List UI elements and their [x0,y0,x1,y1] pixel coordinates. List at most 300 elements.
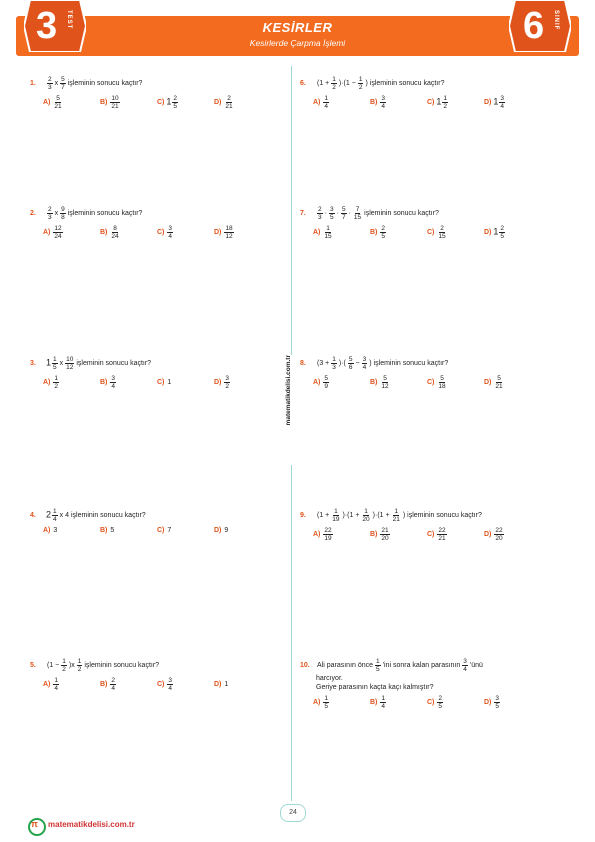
fraction [110,677,116,692]
expr-text: (1 + [317,512,330,519]
denominator: 2 [358,84,363,91]
numerator: 1 [443,95,448,102]
question-line: harcıyor. [316,675,343,682]
side-watermark [283,355,299,465]
answer-option[interactable] [157,375,214,390]
options-row [43,95,271,110]
question-expression [46,76,143,91]
numerator: 5 [341,206,346,213]
denominator: 7 [341,214,346,221]
answer-option[interactable] [370,225,427,240]
side-site-text: matematikdelisi.com.tr [285,355,292,426]
fraction [437,527,446,542]
denominator: 5 [381,233,386,240]
denominator: 5 [495,703,500,710]
numerator: 7 [355,206,360,213]
answer-option[interactable] [214,95,271,110]
fraction [172,95,178,110]
option-label: B) [100,229,108,236]
fraction [462,658,468,673]
denominator: 4 [324,103,329,110]
numerator: 5 [497,375,501,382]
denominator: 20 [495,535,503,542]
option-label: A) [313,699,321,706]
numerator: 2 [48,76,52,83]
logo-text: matematikdelisi.com.tr [48,820,135,829]
footer-logo [28,818,138,834]
whole-part: 1 [493,96,499,107]
answer-option[interactable] [157,95,214,110]
option-label: B) [370,229,378,236]
numerator: 22 [324,527,332,534]
denominator: 20 [381,535,389,542]
option-label: D) [214,99,222,106]
answer-option[interactable] [370,695,427,710]
numerator: 3 [362,356,367,363]
option-label: C) [157,527,165,534]
question-row [300,76,541,91]
question-expression [316,206,440,221]
option-label: A) [43,99,51,106]
numerator: 1 [364,508,368,515]
question-row [300,206,541,221]
fraction [437,695,443,710]
expr-text: )·(1 + [372,512,390,519]
denominator: 12 [225,233,233,240]
denominator: 3 [48,214,52,221]
denominator: 3 [332,364,336,371]
answer-option[interactable] [427,95,484,110]
denominator: 12 [66,364,74,371]
question-expression [46,508,147,523]
denominator: 21 [438,535,446,542]
fraction [348,356,354,371]
fraction [341,206,347,221]
numerator: 2 [173,95,178,102]
expr-text: Ali parasının önce [317,662,374,669]
option-label: A) [313,379,321,386]
expr-text: 1 [167,379,172,386]
numerator: 3 [500,95,505,102]
answer-option[interactable] [484,95,541,110]
numerator: 5 [61,76,65,83]
expr-text: (3 + [317,360,330,367]
fraction [323,95,329,110]
numerator: 3 [463,658,467,665]
expr-text: ) [369,360,372,367]
option-label: C) [427,531,435,538]
question-number: 7. [300,210,306,217]
option-label: B) [100,99,108,106]
numerator: 22 [438,527,446,534]
fraction [167,677,173,692]
numerator: 10 [111,95,119,102]
denominator: 21 [111,103,119,110]
fraction [361,508,370,523]
mixed-number [46,356,59,371]
denominator: 4 [463,666,467,673]
answer-option[interactable] [427,375,484,390]
question-text: işleminin sonucu kaçtır? [407,512,482,519]
question-text: işleminin sonucu kaçtır? [67,80,143,87]
question-text: işleminin sonucu kaçtır? [84,662,160,669]
numerator: 1 [326,225,330,232]
fraction [224,375,230,390]
options-row [43,375,271,390]
denominator: 18 [438,383,446,390]
denominator: 4 [381,703,386,710]
question-text: işleminin sonucu kaçtır? [364,210,439,217]
fraction [167,225,173,240]
answer-option[interactable] [43,677,100,692]
question-row [300,508,541,523]
fraction [494,695,500,710]
whole-part: 2 [46,509,52,520]
numerator: 1 [332,356,336,363]
question-number: 8. [300,360,306,367]
answer-option[interactable] [484,225,541,240]
option-label: C) [157,379,165,386]
question-expression [316,356,449,371]
fraction [358,76,364,91]
question-7 [300,206,541,240]
answer-option[interactable] [214,375,271,390]
options-row [313,225,541,240]
denominator: 5 [500,233,505,240]
numerator: 1 [376,658,380,665]
denominator: 4 [381,103,386,110]
expr-text: 3 [53,527,58,534]
numerator: 1 [54,677,59,684]
whole-part: 1 [436,96,442,107]
denominator: 20 [362,516,370,523]
question-5 [30,658,271,692]
fraction [110,225,119,240]
denominator: 4 [111,685,116,692]
question-text: işleminin sonucu kaçtır? [369,80,445,87]
fraction [323,527,332,542]
options-row [313,375,541,390]
option-label: C) [427,699,435,706]
answer-option[interactable] [313,225,370,240]
numerator: 2 [318,206,322,213]
denominator: 7 [61,84,65,91]
answer-option[interactable] [100,375,157,390]
option-label: B) [370,99,378,106]
fraction [331,356,337,371]
denominator: 8 [61,214,65,221]
options-row [313,695,541,710]
numerator: 1 [54,375,59,382]
fraction [61,658,67,673]
expr-text: x [54,80,59,87]
expr-text: x 4 [59,512,69,519]
question-number: 9. [300,512,306,519]
denominator: 3 [48,84,52,91]
answer-option[interactable] [484,375,541,390]
option-label: B) [370,699,378,706]
answer-option[interactable] [313,695,370,710]
option-label: D) [484,699,492,706]
pi-icon: π [31,819,38,829]
fraction [323,375,329,390]
fraction [110,95,119,110]
answer-option[interactable] [313,375,370,390]
fraction [224,225,233,240]
answer-option[interactable] [313,527,370,542]
numerator: 1 [334,508,338,515]
options-row [43,225,271,240]
denominator: 4 [168,233,173,240]
fraction [375,658,381,673]
numerator: 2 [381,225,386,232]
option-label: B) [370,531,378,538]
fraction [499,95,505,110]
option-label: C) [157,229,165,236]
fraction [380,527,389,542]
numerator: 12 [54,225,62,232]
question-number: 6. [300,80,306,87]
whole-part: 1 [493,226,499,237]
numerator: 1 [53,356,57,363]
denominator: 2 [54,383,59,390]
denominator: 2 [443,103,448,110]
expr-text: · [324,210,327,217]
fraction [60,206,66,221]
answer-option[interactable] [43,375,100,390]
answer-option[interactable] [214,225,271,240]
grade-label: SINIF [553,10,559,31]
answer-option[interactable] [157,527,214,534]
question-3 [30,356,271,390]
denominator: 3 [318,214,322,221]
answer-option[interactable] [43,225,100,240]
option-label: A) [313,229,321,236]
numerator: 1 [324,695,329,702]
test-label: TEST [66,10,72,30]
numerator: 3 [495,695,500,702]
options-row [43,677,271,692]
expr-text: )x [68,662,75,669]
numerator: 2 [227,95,231,102]
numerator: 3 [111,375,116,382]
fraction [47,76,53,91]
numerator: 5 [324,375,329,382]
question-text: işleminin sonucu kaçtır? [67,210,143,217]
expr-text: · [336,210,339,217]
answer-option[interactable] [43,95,100,110]
expr-text: )·(1 + [342,512,360,519]
numerator: 18 [225,225,233,232]
numerator: 1 [332,76,336,83]
denominator: 4 [111,383,116,390]
question-number: 10. [300,662,310,669]
answer-option[interactable] [370,95,427,110]
answer-option[interactable] [100,677,157,692]
fraction [442,95,448,110]
grade-number: 6 [523,5,545,47]
option-label: D) [214,229,222,236]
fraction [224,95,233,110]
question-row [30,658,271,673]
denominator: 5 [329,214,334,221]
option-label: C) [157,99,165,106]
question-expression [46,356,152,371]
numerator: 1 [77,658,82,665]
denominator: 21 [54,103,62,110]
option-label: A) [43,527,51,534]
fraction [323,225,332,240]
denominator: 4 [53,516,57,523]
question-number: 2. [30,210,36,217]
numerator: 3 [329,206,334,213]
denominator: 15 [438,233,446,240]
fraction [110,375,116,390]
fraction [392,508,401,523]
numerator: 5 [383,375,387,382]
denominator: 5 [173,103,178,110]
answer-option[interactable] [427,225,484,240]
option-label: A) [43,229,51,236]
denominator: 15 [324,233,332,240]
numerator: 1 [394,508,398,515]
options-row [43,527,271,534]
answer-option[interactable] [214,527,271,534]
option-label: A) [313,531,321,538]
option-label: D) [484,531,492,538]
numerator: 3 [168,677,173,684]
question-line: Geriye parasının kaçta kaçı kalmıştır? [316,684,434,691]
expr-text: 7 [167,527,172,534]
option-label: C) [427,99,435,106]
answer-option[interactable] [100,95,157,110]
fraction [499,225,505,240]
answer-option[interactable] [157,677,214,692]
option-label: D) [214,681,222,688]
numerator: 5 [440,375,444,382]
question-expression [316,76,445,91]
denominator: 21 [495,383,503,390]
expr-text: x [54,210,59,217]
numerator: 2 [440,225,444,232]
option-label: C) [427,229,435,236]
mixed-number [166,95,179,110]
question-number: 4. [30,512,36,519]
page-number: 24 [280,804,306,822]
denominator: 21 [225,103,233,110]
whole-part: 1 [166,96,172,107]
expr-text: 1 [224,681,229,688]
expr-text: 'ini sonra kalan parasının [382,662,461,669]
numerator: 8 [113,225,117,232]
fraction [53,225,62,240]
expr-text: 9 [224,527,229,534]
question-row [30,508,271,523]
answer-option[interactable] [484,695,541,710]
numerator: 22 [495,527,503,534]
question-text: işleminin sonucu kaçtır? [76,360,152,367]
option-label: B) [100,527,108,534]
denominator: 12 [381,383,389,390]
expr-text: )·( [338,360,346,367]
denominator: 24 [111,233,119,240]
answer-option[interactable] [100,225,157,240]
numerator: 3 [381,95,386,102]
question-text: işleminin sonucu kaçtır? [70,512,146,519]
expr-text: (1 − [47,662,60,669]
denominator: 4 [500,103,505,110]
header-banner [0,8,595,56]
denominator: 9 [324,383,329,390]
question-1 [30,76,271,110]
denominator: 5 [376,666,380,673]
answer-option[interactable] [43,527,100,534]
fraction [437,225,446,240]
mixed-number [436,95,449,110]
answer-option[interactable] [100,527,157,534]
denominator: 2 [62,666,66,673]
option-label: B) [370,379,378,386]
denominator: 5 [438,703,443,710]
answer-option[interactable] [214,677,271,692]
expr-text: 5 [110,527,115,534]
denominator: 15 [353,214,362,221]
expr-text: (1 + [317,80,330,87]
numerator: 1 [358,76,363,83]
option-label: D) [484,229,492,236]
answer-option[interactable] [427,695,484,710]
fraction [380,375,389,390]
option-label: A) [313,99,321,106]
answer-option[interactable] [370,375,427,390]
question-number: 3. [30,360,36,367]
fraction [329,206,335,221]
option-label: B) [100,379,108,386]
question-expression [46,206,143,221]
answer-option[interactable] [157,225,214,240]
fraction [77,658,83,673]
expr-text: ) [402,512,406,519]
answer-option[interactable] [427,527,484,542]
expr-text: ) [365,80,368,87]
numerator: 1 [324,95,329,102]
answer-option[interactable] [313,95,370,110]
fraction [362,356,368,371]
denominator: 4 [168,685,173,692]
denominator: 4 [54,685,59,692]
mixed-number [493,95,506,110]
question-number: 5. [30,662,36,669]
page-title: KESİRLER [262,20,333,35]
option-label: D) [214,527,222,534]
question-row [30,356,271,371]
fraction [353,206,362,221]
options-row [313,527,541,542]
expr-text: x [59,360,64,367]
answer-option[interactable] [484,527,541,542]
numerator: 1 [53,508,57,515]
fraction [53,95,62,110]
denominator: 24 [54,233,62,240]
question-4 [30,508,271,534]
numerator: 9 [61,206,65,213]
answer-option[interactable] [370,527,427,542]
option-label: A) [43,681,51,688]
fraction [52,356,58,371]
option-label: D) [484,99,492,106]
fraction [494,375,503,390]
expr-text: · [348,210,351,217]
